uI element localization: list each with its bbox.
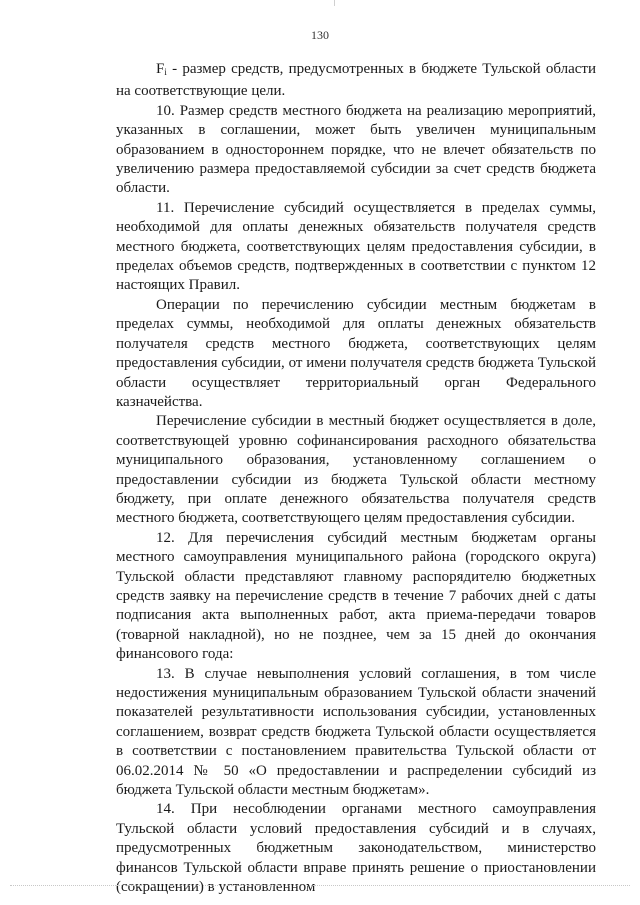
page-number: 130 (311, 28, 329, 42)
symbol-subscript: i (164, 67, 167, 77)
scan-footer-artifact (10, 885, 630, 888)
paragraph-text: - размер средств, предусмотренных в бюджете Тульской области на соответствующие цели. (116, 61, 596, 100)
paragraph-fi-definition (116, 60, 596, 102)
paragraph-14: 14. При несоблюдении органами местного самоуправления Тульской области условий предоставления субсидий и в случаях, предусмотренных бюджетным законодательством, министерство финансов Тульской области вправе принять решение о приостановлении (сокращении) в установленном (116, 801, 596, 896)
paragraph-11: 11. Перечисление субсидий осуществляется в пределах суммы, необходимой для оплаты денежных обязательств получателя средств местного бюджета, соответствующих целям предоставления субсидии, в пределах объемов средств, подтвержденных в соответствии с пунктом 12 настоящих Правил. (116, 199, 596, 294)
symbol-f: F (156, 61, 165, 77)
paragraph-10: 10. Размер средств местного бюджета на реализацию мероприятий, указанных в соглашении, может быть увеличен муниципальным образованием в одностороннем порядке, что не влечет обязательств по увеличению размера предоставляемой субсидии за счет средств бюджета области. (116, 102, 596, 197)
document-body (116, 60, 596, 897)
scan-edge-mark (334, 0, 335, 6)
paragraph-11-transfer-share: Перечисление субсидии в местный бюджет осуществляется в доле, соответствующей уровню софинансирования расходного обязательства муниципального образования, установленному соглашением о предоставлении субсидии из бюджета Тульской области местному бюджету, при оплате денежного обязательства получателя средств местного бюджета, соответствующего целям предоставления субсидии. (116, 413, 596, 527)
paragraph-13: 13. В случае невыполнения условий соглашения, в том числе недостижения муниципальным образованием Тульской области значений показателей результативности использования субсидии, установленных соглашением, возврат средств бюджета Тульской области осуществляется в соответствии с постановлением правительства Тульской области от 06.02.2014 № 50 «О предоставлении и распределении субсидий из бюджета Тульской области местным бюджетам». (116, 665, 596, 799)
paragraph-12: 12. Для перечисления субсидий местным бюджетам органы местного самоуправления муниципального района (городского округа) Тульской области представляют главному распорядителю бюджетных средств заявку на перечисление средств в течение 7 рабочих дней с даты подписания акта выполненных работ, акта приема-передачи товаров (товарной накладной), но не позднее, чем за 15 дней до окончания финансового года: (116, 529, 596, 663)
paragraph-11-operations: Операции по перечислению субсидии местным бюджетам в пределах суммы, необходимой для оплаты денежных обязательств получателя средств местного бюджета, соответствующих целям предоставления субсидии, от имени получателя средств бюджета Тульской области осуществляет территориальный орган Федерального казначейства. (116, 296, 596, 410)
